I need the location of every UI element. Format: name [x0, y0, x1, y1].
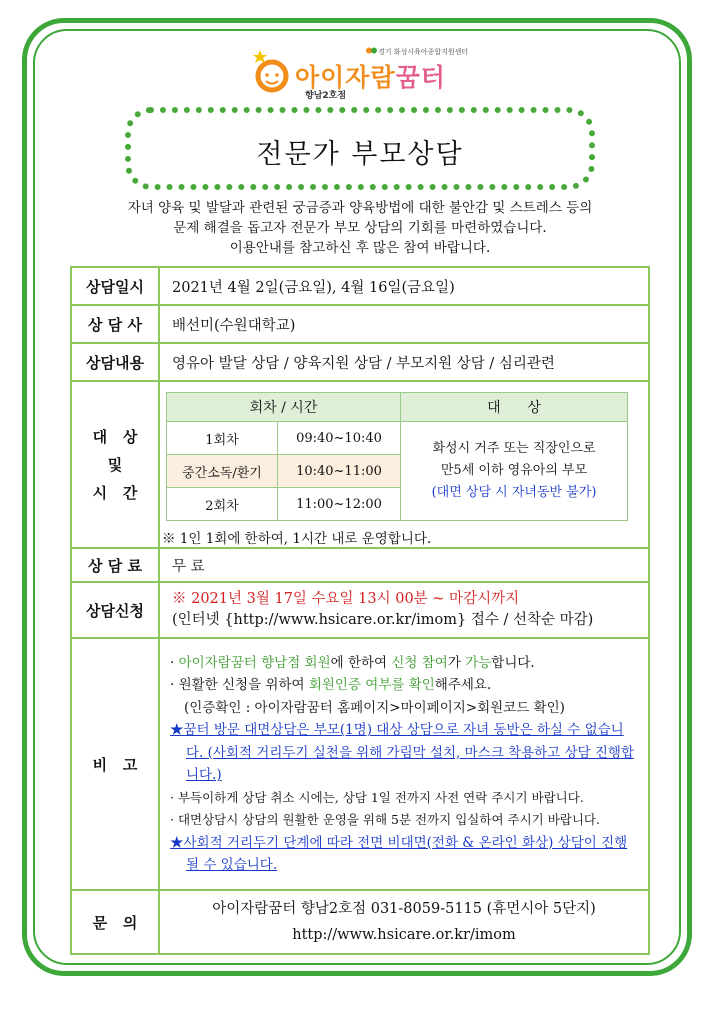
schedule-row [167, 422, 628, 455]
intro-line: 자녀 양육 및 발달과 관련된 궁금증과 양육방법에 대한 불안감 및 스트레스 등의 [127, 200, 593, 216]
session-name: 1회차 [167, 422, 278, 455]
memo-text: (인증확인 : 아이자람꿈터 홈페이지>마이페이지>회원코드 확인) [184, 699, 565, 716]
intro-line: 이용안내를 참고하신 후 많은 참여 바랍니다. [229, 240, 491, 256]
target-label [71, 381, 159, 548]
schedule-col-target: 대 상 [401, 393, 628, 422]
target-label-line: 대 상 [92, 427, 138, 446]
memo-text: 합니다. [491, 654, 535, 671]
memo-highlight: 아이자람꿈터 향남점 회원 [178, 654, 331, 671]
content-label: 상담내용 [71, 343, 159, 381]
memo-label: 비 고 [71, 638, 159, 890]
target-desc [401, 422, 628, 521]
row-counselor [71, 305, 649, 343]
target-label-line: 및 [107, 455, 123, 474]
counselor-label: 상 담 사 [71, 305, 159, 343]
date-label: 상담일시 [71, 267, 159, 305]
row-memo [71, 638, 649, 890]
apply-method: (인터넷 {http://www.hsicare.or.kr/imom} 접수 / 선착순 마감) [172, 612, 594, 628]
target-label-line: 시 간 [92, 483, 138, 502]
target-desc-warning: (대면 상담 시 자녀동반 불가) [431, 485, 597, 500]
intro-text [60, 198, 660, 258]
schedule-header [167, 393, 628, 422]
contact-value [159, 890, 649, 954]
memo-highlight: 가능 [465, 654, 492, 671]
memo-text: 원활한 신청을 위하여 [178, 677, 309, 693]
apply-value [159, 582, 649, 638]
row-date [71, 267, 649, 305]
schedule-col-time: 회차 / 시간 [167, 393, 401, 422]
contact-url[interactable]: http://www.hsicare.or.kr/imom [292, 927, 516, 943]
memo-item: · 아이자람꿈터 향남점 회원에 한하여 신청 참여가 가능합니다. [170, 654, 535, 671]
row-target [71, 381, 649, 548]
fee-label: 상 담 료 [71, 548, 159, 582]
logo-org-name: 경기 화성시육아종합지원센터 [378, 48, 469, 56]
memo-text: 가 [447, 654, 466, 671]
memo-text: 해주세요. [434, 677, 492, 693]
memo-item: · 원활한 신청을 위하여 회원인증 여부를 확인해주세요. [170, 677, 492, 693]
memo-text: 대면상담시 상담의 원활한 운영을 위해 5분 전까지 입실하여 주시기 바랍니다. [177, 812, 600, 827]
apply-period: ※ 2021년 3월 17일 수요일 13시 00분 ~ 마감시까지 [172, 591, 520, 607]
org-mark-icon [366, 46, 378, 55]
session-time: 11:00~12:00 [278, 488, 401, 521]
memo-warning: ★사회적 거리두기 단계에 따라 전면 비대면(전화 & 온라인 화상) 상담이 진행될 수 있습니다. [170, 834, 628, 873]
row-apply [71, 582, 649, 638]
row-fee [71, 548, 649, 582]
memo-highlight: 신청 참여 [391, 654, 448, 671]
memo-highlight: 회원인증 여부를 확인 [308, 677, 435, 693]
logo-name-a: 아이자람 [295, 63, 396, 92]
memo-list [166, 652, 648, 877]
target-value [159, 381, 649, 548]
target-desc-line: 화성시 거주 또는 직장인으로 [432, 441, 596, 456]
target-desc-line: 만5세 이하 영유아의 부모 [440, 463, 588, 478]
session-name: 중간소독/환기 [167, 455, 278, 488]
memo-text: 부득이하게 상담 취소 시에는, 상담 1일 전까지 사전 연락 주시기 바랍니다. [177, 789, 584, 805]
memo-item [170, 719, 640, 787]
date-value: 2021년 4월 2일(금요일), 4월 16일(금요일) [159, 267, 649, 305]
apply-label: 상담신청 [71, 582, 159, 638]
memo-text: 에 한하여 [330, 654, 392, 671]
session-time: 10:40~11:00 [278, 455, 401, 488]
memo-warning: ★꿈터 방문 대면상담은 부모(1명) 대상 상담으로 자녀 동반은 하실 수 없습니다. (사회적 거리두기 실천을 위해 가림막 설치, 마스크 착용하고 상담 진행합니다.) [170, 722, 634, 783]
counselor-value: 배선미(수원대학교) [159, 305, 649, 343]
intro-line: 문제 해결을 돕고자 전문가 부모 상담의 기회를 마련하였습니다. [173, 220, 547, 236]
content-value: 영유아 발달 상담 / 양육지원 상담 / 부모지원 상담 / 심리관련 [159, 343, 649, 381]
logo-branch: 향남2호점 [305, 91, 347, 101]
session-name: 2회차 [167, 488, 278, 521]
logo-name-b: 꿈터 [395, 63, 446, 92]
fee-value: 무 료 [159, 548, 649, 582]
info-table [70, 266, 650, 955]
memo-item: · 부득이하게 상담 취소 시에는, 상담 1일 전까지 사전 연락 주시기 바랍니다. [170, 789, 584, 805]
memo-item [170, 832, 640, 877]
row-content [71, 343, 649, 381]
session-time: 09:40~10:40 [278, 422, 401, 455]
memo-value [159, 638, 649, 890]
contact-phone: 아이자람꿈터 향남2호점 031-8059-5115 (휴먼시아 5단지) [212, 901, 596, 917]
row-contact [71, 890, 649, 954]
schedule-table [166, 392, 628, 521]
session-note: ※ 1인 1회에 한하여, 1시간 내로 운영합니다. [162, 531, 432, 547]
memo-item: · 대면상담시 상담의 원활한 운영을 위해 5분 전까지 입실하여 주시기 바랍니다. [170, 812, 600, 827]
page-title: 전문가 부모상담 [256, 139, 464, 170]
memo-item [170, 697, 640, 720]
contact-label: 문 의 [71, 890, 159, 954]
